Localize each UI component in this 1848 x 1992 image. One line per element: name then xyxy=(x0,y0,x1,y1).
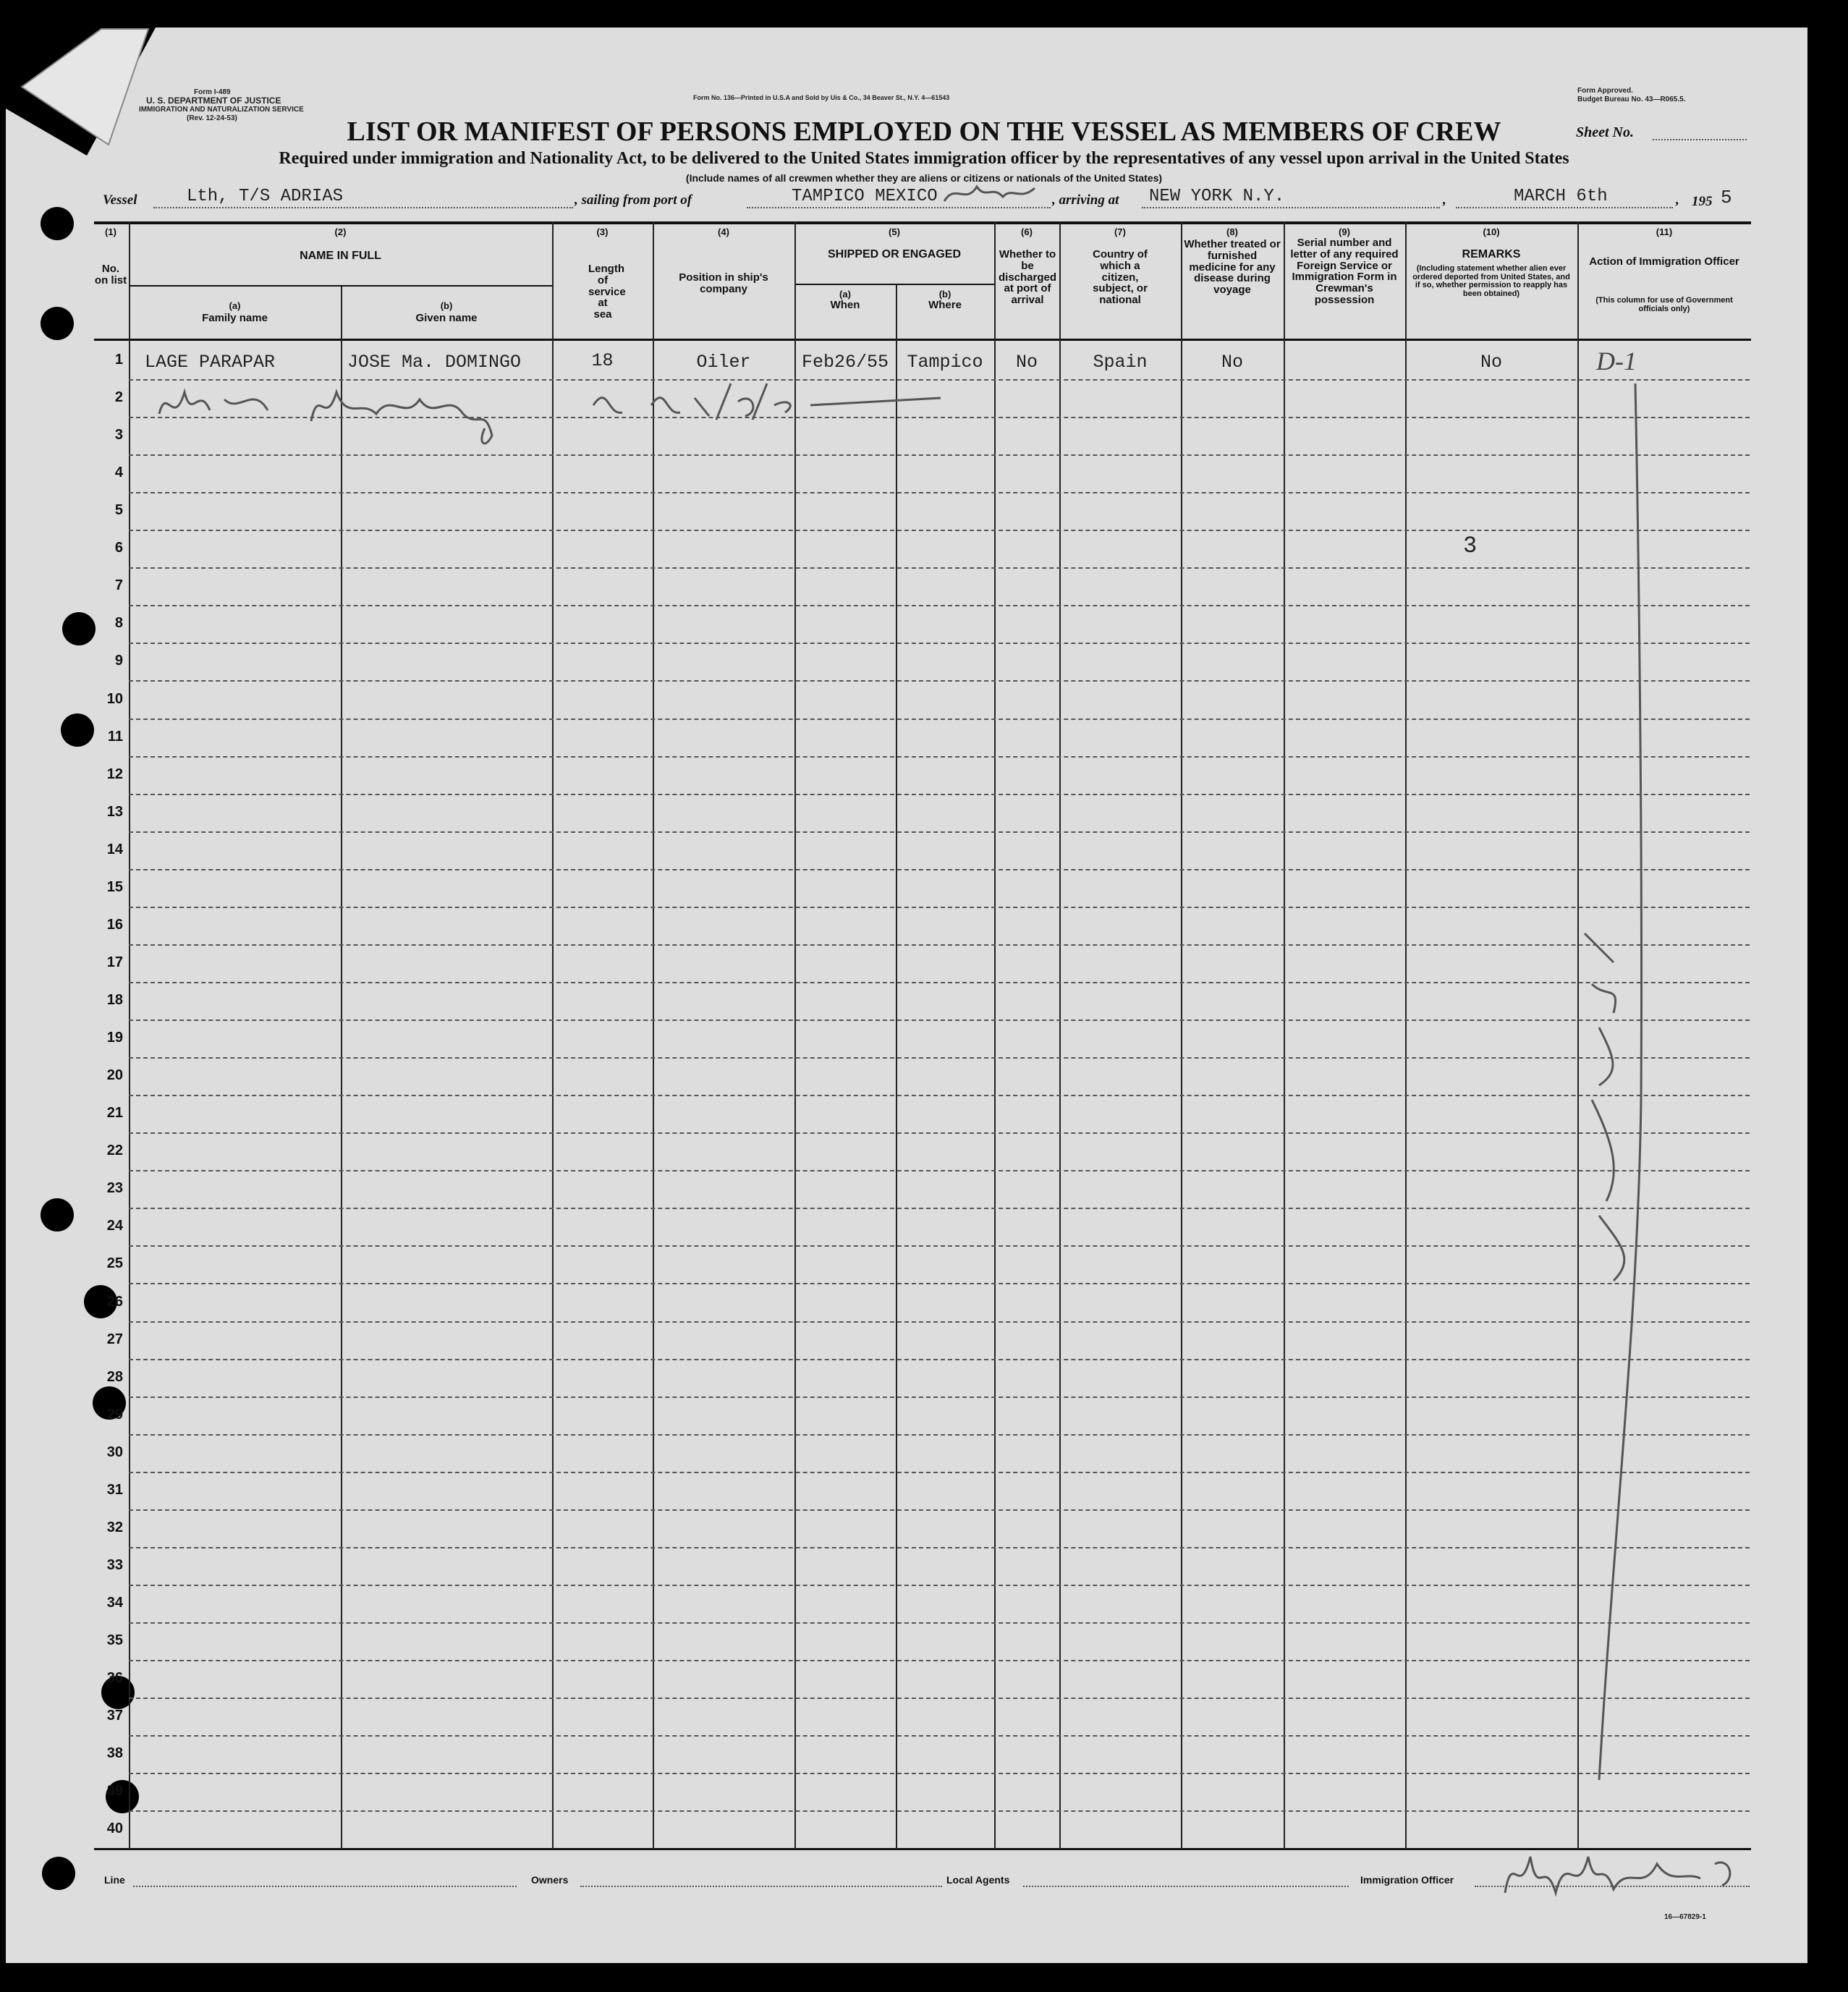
row-number: 9 xyxy=(114,653,123,669)
punch-hole xyxy=(41,307,74,340)
arriving-field xyxy=(1142,207,1440,208)
table-row xyxy=(129,1359,1750,1398)
col2a-label: Family name xyxy=(202,312,268,324)
handwritten-signature-row2 xyxy=(145,370,557,450)
row-number: 27 xyxy=(106,1331,123,1347)
department-name: U. S. DEPARTMENT OF JUSTICE xyxy=(146,96,281,106)
row-number: 28 xyxy=(106,1368,123,1385)
col6-number: (6) xyxy=(1021,226,1033,237)
arrival-date: MARCH 6th xyxy=(1514,187,1608,206)
punch-hole xyxy=(41,207,74,240)
table-row xyxy=(129,1057,1750,1096)
vessel-field xyxy=(153,207,573,208)
row-number: 29 xyxy=(106,1406,123,1423)
arriving-label: , arriving at xyxy=(1052,192,1119,208)
vessel-name: Lth, T/S ADRIAS xyxy=(187,187,344,206)
table-row xyxy=(129,1208,1750,1247)
form-stock-code: 16—67829-1 xyxy=(1664,1913,1706,1921)
table-top-rule xyxy=(94,221,1751,224)
row-number: 3 xyxy=(114,427,123,444)
crew-discharged: No xyxy=(1015,352,1038,373)
col11-number: (11) xyxy=(1656,226,1673,237)
col3-number: (3) xyxy=(596,226,609,237)
crew-medicine: No xyxy=(1221,352,1243,373)
row-number: 2 xyxy=(114,389,123,406)
table-row xyxy=(129,1698,1750,1737)
table-row xyxy=(129,1660,1750,1699)
col2b-number: (b) xyxy=(440,300,453,311)
footer-owners-field[interactable] xyxy=(580,1886,942,1887)
printer-line: Form No. 136—Printed in U.S.A and Sold by Uis & Co., 34 Beaver St., N.Y. 4—61543 xyxy=(693,94,950,101)
col10-number: (10) xyxy=(1483,226,1500,237)
sheet-number-label: Sheet No. xyxy=(1576,124,1634,140)
arrival-year-prefix: 195 xyxy=(1692,194,1713,209)
row-number: 34 xyxy=(106,1594,123,1611)
footer-line-label: Line xyxy=(104,1874,125,1886)
col5a-label: When xyxy=(830,299,860,311)
table-row xyxy=(129,643,1750,682)
row-number: 5 xyxy=(114,502,123,519)
table-row xyxy=(129,1773,1750,1812)
table-row xyxy=(129,1132,1750,1171)
revision-date: (Rev. 12-24-53) xyxy=(187,114,237,122)
row-number: 19 xyxy=(106,1030,123,1046)
row-number: 18 xyxy=(106,992,123,1009)
row-number: 6 xyxy=(114,540,123,556)
page-title: LIST OR MANIFEST OF PERSONS EMPLOYED ON THE VESSEL AS MEMBERS OF CREW xyxy=(347,116,1501,147)
sailing-port: TAMPICO MEXICO xyxy=(792,187,938,206)
footer-owners-label: Owners xyxy=(531,1874,569,1886)
col10-label: REMARKS xyxy=(1462,248,1521,260)
col8-label: Whether treated or furnished medicine for any disease during voyage xyxy=(1184,238,1281,296)
row-number: 22 xyxy=(106,1143,123,1159)
handwritten-overstrike xyxy=(941,179,1056,208)
table-row xyxy=(129,1735,1750,1774)
col5b-number: (b) xyxy=(938,289,951,300)
col1-label: No. on list xyxy=(94,263,127,287)
service-name: IMMIGRATION AND NATURALIZATION SERVICE xyxy=(139,106,304,114)
col1-number: (1) xyxy=(105,226,116,237)
crew-country: Spain xyxy=(1093,352,1148,373)
table-row xyxy=(129,831,1750,870)
col5-label: SHIPPED OR ENGAGED xyxy=(827,248,962,260)
table-row xyxy=(129,944,1750,983)
col11-label: Action of Immigration Officer xyxy=(1589,255,1739,268)
handwritten-date-stamp xyxy=(579,376,984,427)
table-row xyxy=(129,1547,1750,1586)
table-row xyxy=(129,567,1750,606)
crew-position: Oiler xyxy=(696,352,751,373)
immigration-action: D-1 xyxy=(1596,347,1637,376)
row-number: 38 xyxy=(106,1745,123,1762)
table-row xyxy=(129,605,1750,644)
comma: , xyxy=(1443,192,1446,208)
row-number: 39 xyxy=(106,1783,123,1800)
table-row xyxy=(129,454,1750,493)
footer-line-field[interactable] xyxy=(133,1886,517,1887)
col5-number: (5) xyxy=(889,226,900,237)
page-note: (Include names of all crewmen whether they are aliens or citizens or nationals of the United States) xyxy=(685,172,1163,184)
remarks-mark: 3 xyxy=(1463,533,1478,559)
table-row xyxy=(129,1622,1750,1661)
row-number: 14 xyxy=(106,841,123,857)
col2-number: (2) xyxy=(334,226,347,237)
arrival-year-suffix: 5 xyxy=(1721,187,1732,208)
table-row xyxy=(129,530,1750,569)
crew-shipped-when: Feb26/55 xyxy=(801,352,889,373)
table-row xyxy=(129,1434,1750,1473)
row-number: 26 xyxy=(106,1293,123,1310)
table-row xyxy=(129,1020,1750,1059)
col4-number: (4) xyxy=(718,226,729,237)
row-number: 33 xyxy=(106,1556,123,1573)
col7-label: Country of which a citizen, subject, or national xyxy=(1093,248,1148,306)
page-subtitle: Required under immigration and Nationality Act, to be delivered to the United States immigration officer by the representatives of any vessel upon arrival in the United States xyxy=(279,149,1569,168)
col5b-label: Where xyxy=(928,299,962,311)
form-number: Form I-489 xyxy=(194,88,231,96)
crew-shipped-where: Tampico xyxy=(907,352,983,373)
row-number: 1 xyxy=(114,352,123,368)
row-number: 15 xyxy=(106,878,123,895)
col2-label: NAME IN FULL xyxy=(300,250,381,262)
col9-label: Serial number and letter of any required Foreign Service or Immigration Form in Crewman's possession xyxy=(1290,237,1399,306)
col4-label: Position in ship's company xyxy=(679,271,768,295)
punch-hole xyxy=(61,713,94,747)
punch-hole xyxy=(42,1857,75,1890)
table-row xyxy=(129,492,1750,531)
table-row xyxy=(129,1396,1750,1436)
sheet-number-field[interactable] xyxy=(1653,139,1747,140)
table-row xyxy=(129,1472,1750,1511)
table-row xyxy=(129,756,1750,795)
row-number: 12 xyxy=(106,766,123,782)
crew-given-name: JOSE Ma. DOMINGO xyxy=(347,352,522,373)
form-approved: Form Approved. xyxy=(1577,87,1633,95)
crew-family-name: LAGE PARAPAR xyxy=(145,352,276,373)
row-number: 8 xyxy=(114,615,123,632)
footer-agents-field[interactable] xyxy=(1023,1886,1349,1887)
table-row xyxy=(129,681,1750,720)
comma: , xyxy=(1676,192,1679,208)
footer-officer-label: Immigration Officer xyxy=(1360,1874,1454,1886)
col3-label: Length of service at sea xyxy=(588,263,626,321)
table-row xyxy=(129,982,1750,1021)
row-number: 10 xyxy=(106,690,123,707)
col8-number: (8) xyxy=(1226,226,1238,237)
row-number: 23 xyxy=(106,1180,123,1197)
punch-hole xyxy=(41,1198,74,1232)
row-number: 31 xyxy=(106,1481,123,1498)
row-number: 11 xyxy=(107,728,123,745)
footer-agents-label: Local Agents xyxy=(946,1874,1010,1886)
row-number: 7 xyxy=(114,577,123,594)
punch-hole xyxy=(62,612,96,645)
table-row xyxy=(129,1245,1750,1284)
row-number: 4 xyxy=(114,465,123,481)
table-row xyxy=(129,869,1750,908)
table-row xyxy=(129,719,1750,758)
sailing-label: , sailing from port of xyxy=(575,192,692,208)
immigration-officer-signature xyxy=(1498,1835,1773,1907)
crew-service-length: 18 xyxy=(591,350,614,371)
table-row xyxy=(129,907,1750,946)
row-number: 20 xyxy=(106,1067,123,1084)
col7-number: (7) xyxy=(1114,226,1126,237)
table-row xyxy=(129,1585,1750,1624)
row-number: 37 xyxy=(106,1708,123,1724)
row-number: 16 xyxy=(106,916,123,933)
row-number: 13 xyxy=(106,803,123,820)
arrival-date-field xyxy=(1456,207,1673,208)
row-number: 32 xyxy=(106,1519,123,1535)
row-number: 21 xyxy=(106,1105,123,1122)
row-number: 35 xyxy=(106,1632,123,1649)
shipped-subheader-rule xyxy=(794,284,994,285)
col9-number: (9) xyxy=(1339,226,1350,237)
row-number: 17 xyxy=(106,954,123,970)
table-row xyxy=(129,1509,1750,1548)
row-number: 40 xyxy=(106,1821,123,1837)
row-number: 25 xyxy=(106,1255,123,1272)
row-number: 30 xyxy=(106,1444,123,1460)
footer-officer-field[interactable] xyxy=(1475,1886,1750,1887)
col2a-number: (a) xyxy=(229,300,241,311)
col11-note: (This column for use of Government officials only) xyxy=(1595,296,1733,313)
header-bottom-rule xyxy=(94,339,1751,341)
table-row xyxy=(129,1095,1750,1134)
row-number: 36 xyxy=(106,1670,123,1687)
table-row xyxy=(129,1284,1750,1323)
crew-remarks: No xyxy=(1480,352,1502,373)
col10-note: (Including statement whether alien ever ordered deported from United States, and if so, whether permission to reapply has been obtained) xyxy=(1412,264,1570,298)
handwritten-visa-note xyxy=(1570,376,1657,1794)
row-number: 24 xyxy=(106,1218,123,1234)
col6-label: Whether to be discharged at port of arrival xyxy=(999,248,1057,306)
col2b-label: Given name xyxy=(415,312,478,324)
col5a-number: (a) xyxy=(839,289,851,300)
table-row xyxy=(129,1321,1750,1360)
table-row xyxy=(129,794,1750,833)
arriving-port: NEW YORK N.Y. xyxy=(1149,187,1285,206)
vessel-label: Vessel xyxy=(103,192,137,208)
table-row xyxy=(129,1170,1750,1209)
budget-bureau: Budget Bureau No. 43—R065.5. xyxy=(1577,96,1686,103)
